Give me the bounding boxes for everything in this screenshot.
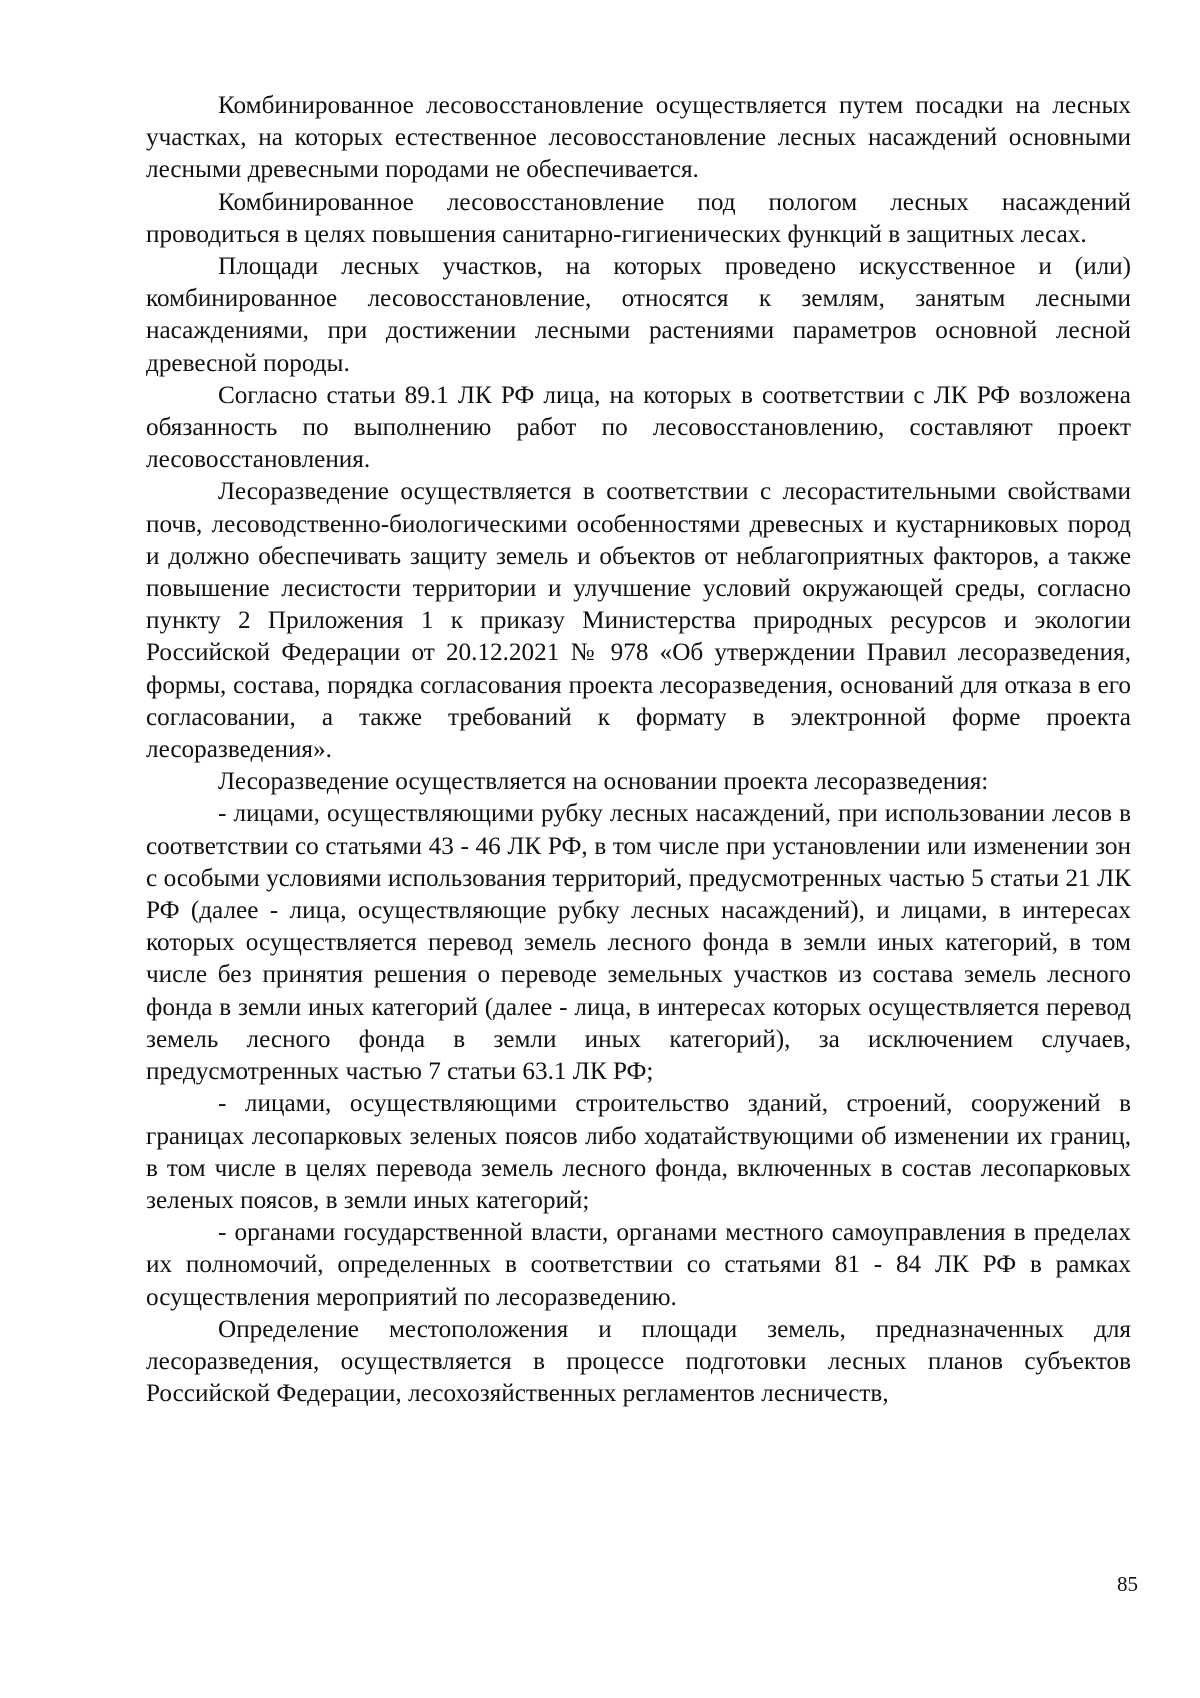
page-number: 85 [1117, 1572, 1138, 1596]
list-item: - лицами, осуществляющими рубку лесных насаждений, при использовании лесов в соответствии со статьями 43 - 46 ЛК РФ, в том числе при установлении или изменении зон с особыми условиями использования территорий, предусмотренных частью 5 статьи 21 ЛК РФ (далее - лица, осуществляющие рубку лесных насаждений), и лицами, в интересах которых осуществляется перевод земель лесного фонда в земли иных категорий, в том числе без принятия решения о переводе земельных участков из состава земель лесного фонда в земли иных категорий (далее - лица, в интересах которых осуществляется перевод земель лесного фонда в земли иных категорий), за исключением случаев, предусмотренных частью 7 статьи 63.1 ЛК РФ; [146, 800, 1131, 1086]
paragraph-article-89: Согласно статьи 89.1 ЛК РФ лица, на которых в соответствии с ЛК РФ возложена обязанность по выполнению работ по лесовосстановлению, составляют проект лесовосстановления. [146, 381, 1131, 474]
paragraph-afforestation-rules: Лесоразведение осуществляется в соответствии с лесорастительными свойствами почв, лесоводственно-биологическими особенностями древесных и кустарниковых пород и должно обеспечивать защиту земель и объектов от неблагоприятных факторов, а также повышение лесистости территории и улучшение условий окружающей среды, согласно пункту 2 Приложения 1 к приказу Министерства природных ресурсов и экологии Российской Федерации от 20.12.2021 № 978 «Об утверждении Правил лесоразведения, формы, состава, порядка согласования проекта лесоразведения, оснований для отказа в его согласовании, а также требований к формату в электронной форме проекта лесоразведения». [146, 478, 1131, 764]
document-body [146, 90, 1131, 1410]
paragraph-location-definition: Определение местоположения и площади земель, предназначенных для лесоразведения, осуществляется в процессе подготовки лесных планов субъектов Российской Федерации, лесохозяйственных регламентов лесничеств, [146, 1315, 1131, 1408]
paragraph-combined-reforestation: Комбинированное лесовосстановление осуществляется путем посадки на лесных участках, на которых естественное лесовосстановление лесных насаждений основными лесными древесными породами не обеспечивается. [146, 92, 1131, 184]
list-item: - органами государственной власти, органами местного самоуправления в пределах их полномочий, определенных в соответствии со статьями 81 - 84 ЛК РФ в рамках осуществления мероприятий по лесоразведению. [146, 1219, 1131, 1311]
paragraph-under-canopy: Комбинированное лесовосстановление под пологом лесных насаждений проводиться в целях повышения санитарно-гигиенических функций в защитных лесах. [146, 188, 1131, 248]
paragraph-afforestation-basis: Лесоразведение осуществляется на основании проекта лесоразведения: [218, 768, 989, 796]
list-item: - лицами, осуществляющими строительство зданий, строений, сооружений в границах лесопарковых зеленых поясов либо ходатайствующими об изменении их границ, в том числе в целях перевода земель лесного фонда, включенных в состав лесопарковых зеленых поясов, в земли иных категорий; [146, 1090, 1131, 1214]
paragraph-areas: Площади лесных участков, на которых проведено искусственное и (или) комбинированное лесовосстановление, относятся к землям, занятым лесными насаждениями, при достижении лесными растениями параметров основной лесной древесной породы. [146, 253, 1131, 377]
